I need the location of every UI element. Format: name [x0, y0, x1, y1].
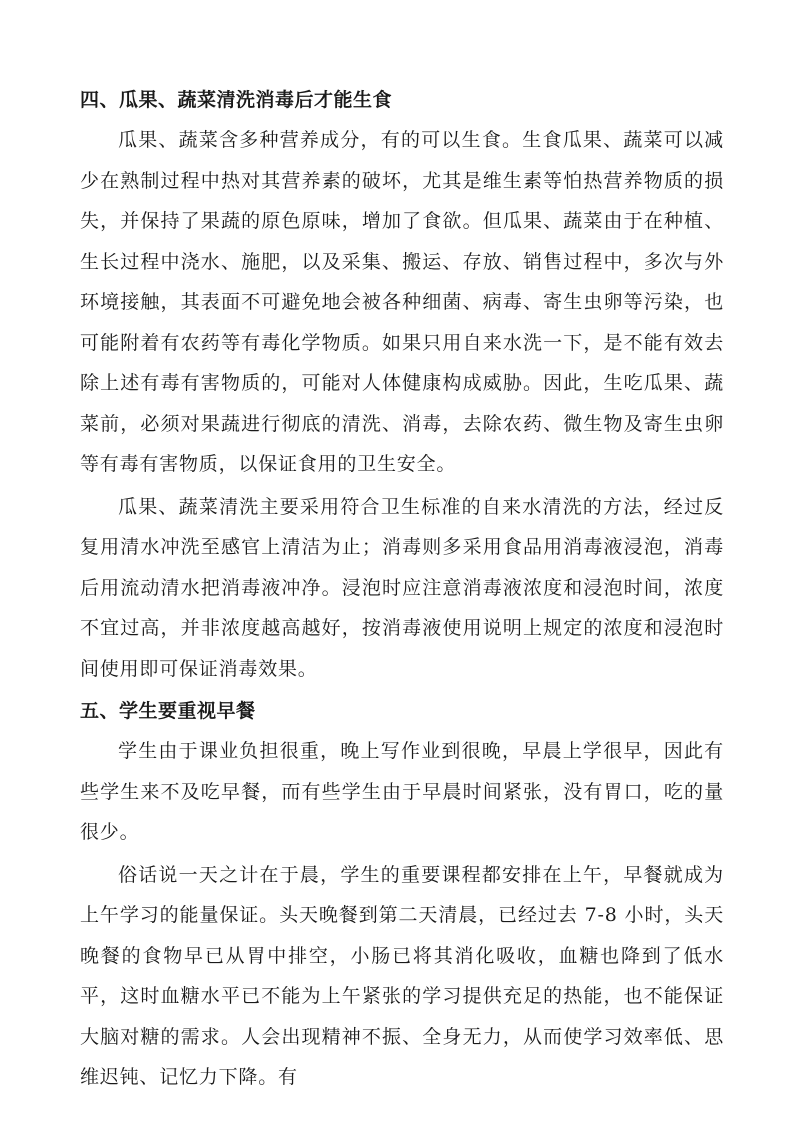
- paragraph-breakfast-importance: 俗话说一天之计在于晨，学生的重要课程都安排在上午，早餐就成为上午学习的能量保证。头天晚餐到第二天清晨，已经过去 7-8 小时，头天晚餐的食物早已从胃中排空，小肠已将其消化吸收，血糖也降到了低水平，这时血糖水平已不能为上午紧张的学习提供充足的热能，也不能保证大脑对糖的需求。人会出现精神不振、全身无力，从而使学习效率低、思维迟钝、记忆力下降。有: [80, 863, 724, 1088]
- paragraph-cleaning-method: 瓜果、蔬菜清洗主要采用符合卫生标准的自来水清洗的方法，经过反复用清水冲洗至感官上清洁为止；消毒则多采用食品用消毒液浸泡，消毒后用流动清水把消毒液冲净。浸泡时应注意消毒液浓度和浸泡时间，浓度不宜过高，并非浓度越高越好，按消毒液使用说明上规定的浓度和浸泡时间使用即可保证消毒效果。: [80, 495, 724, 680]
- document-page: [80, 80, 724, 1098]
- section-heading-5: 五、学生要重视早餐: [80, 700, 256, 722]
- section-heading-4: 四、瓜果、蔬菜清洗消毒后才能生食: [80, 89, 393, 111]
- paragraph-student-breakfast: 学生由于课业负担很重，晚上写作业到很晚，早晨上学很早，因此有些学生来不及吃早餐，而有些学生由于早晨时间紧张，没有胃口，吃的量很少。: [80, 740, 724, 843]
- paragraph-raw-produce-benefits: 瓜果、蔬菜含多种营养成分，有的可以生食。生食瓜果、蔬菜可以减少在熟制过程中热对其营养素的破坏，尤其是维生素等怕热营养物质的损失，并保持了果蔬的原色原味，增加了食欲。但瓜果、蔬菜由于在种植、生长过程中浇水、施肥，以及采集、搬运、存放、销售过程中，多次与外环境接触，其表面不可避免地会被各种细菌、病毒、寄生虫卵等污染，也可能附着有农药等有毒化学物质。如果只用自来水洗一下，是不能有效去除上述有毒有害物质的，可能对人体健康构成威胁。因此，生吃瓜果、蔬菜前，必须对果蔬进行彻底的清洗、消毒，去除农药、微生物及寄生虫卵等有毒有害物质，以保证食用的卫生安全。: [80, 129, 724, 475]
